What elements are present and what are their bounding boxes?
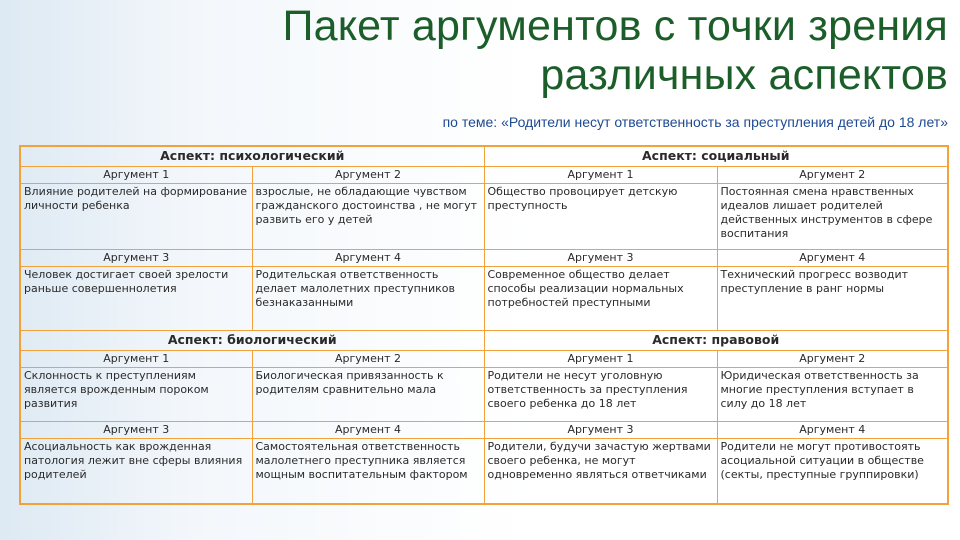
slide-subtitle: по теме: «Родители несут ответственность за преступления детей до 18 лет» bbox=[442, 114, 948, 130]
argument-label: Аргумент 4 bbox=[252, 421, 484, 438]
argument-text: Асоциальность как врожденная патология лежит вне сферы влияния родителей bbox=[20, 438, 252, 504]
argument-label-row bbox=[20, 350, 948, 367]
argument-text: Современное общество делает способы реализации нормальных потребностей преступными bbox=[484, 266, 717, 330]
argument-text-row bbox=[20, 367, 948, 421]
slide-title bbox=[282, 2, 948, 100]
argument-label: Аргумент 2 bbox=[717, 350, 948, 367]
argument-label: Аргумент 1 bbox=[20, 166, 252, 183]
argument-label: Аргумент 1 bbox=[484, 166, 717, 183]
argument-text-row bbox=[20, 266, 948, 330]
argument-text: Постоянная смена нравственных идеалов лишает родителей действенных инструментов в сфере воспитания bbox=[717, 183, 948, 249]
argument-text: Родители не могут противостоять асоциальной ситуации в обществе (секты, преступные группировки) bbox=[717, 438, 948, 504]
argument-label: Аргумент 1 bbox=[484, 350, 717, 367]
argument-label: Аргумент 4 bbox=[717, 249, 948, 266]
argument-text: Влияние родителей на формирование личности ребенка bbox=[20, 183, 252, 249]
slide-title-line-2: различных аспектов bbox=[540, 51, 948, 99]
argument-text: взрослые, не обладающие чувством гражданского достоинства , не могут развить его у детей bbox=[252, 183, 484, 249]
argument-text-row bbox=[20, 438, 948, 504]
argument-label: Аргумент 3 bbox=[20, 249, 252, 266]
aspect-header-legal: Аспект: правовой bbox=[484, 330, 948, 350]
argument-label: Аргумент 2 bbox=[717, 166, 948, 183]
aspect-header-psychological: Аспект: психологический bbox=[20, 146, 484, 166]
argument-label: Аргумент 3 bbox=[484, 249, 717, 266]
slide-title-line-1: Пакет аргументов с точки зрения bbox=[282, 2, 948, 50]
argument-text: Родители не несут уголовную ответственность за преступления своего ребенка до 18 лет bbox=[484, 367, 717, 421]
aspect-header-social: Аспект: социальный bbox=[484, 146, 948, 166]
argument-text: Человек достигает своей зрелости раньше совершеннолетия bbox=[20, 266, 252, 330]
argument-text: Самостоятельная ответственность малолетнего преступника является мощным воспитательным фактором bbox=[252, 438, 484, 504]
argument-text-row bbox=[20, 183, 948, 249]
argument-label: Аргумент 2 bbox=[252, 166, 484, 183]
argument-label: Аргумент 3 bbox=[20, 421, 252, 438]
aspect-header-biological: Аспект: биологический bbox=[20, 330, 484, 350]
argument-label: Аргумент 1 bbox=[20, 350, 252, 367]
argument-label-row bbox=[20, 421, 948, 438]
aspect-header-row bbox=[20, 330, 948, 350]
argument-text: Родительская ответственность делает малолетних преступников безнаказанными bbox=[252, 266, 484, 330]
argument-text: Технический прогресс возводит преступление в ранг нормы bbox=[717, 266, 948, 330]
aspect-header-row bbox=[20, 146, 948, 166]
argument-label-row bbox=[20, 249, 948, 266]
argument-text: Общество провоцирует детскую преступность bbox=[484, 183, 717, 249]
argument-text: Склонность к преступлениям является врожденным пороком развития bbox=[20, 367, 252, 421]
argument-label-row bbox=[20, 166, 948, 183]
arguments-table bbox=[19, 145, 949, 505]
argument-label: Аргумент 4 bbox=[717, 421, 948, 438]
argument-label: Аргумент 2 bbox=[252, 350, 484, 367]
argument-text: Юридическая ответственность за многие преступления вступает в силу до 18 лет bbox=[717, 367, 948, 421]
argument-text: Биологическая привязанность к родителям сравнительно мала bbox=[252, 367, 484, 421]
argument-label: Аргумент 4 bbox=[252, 249, 484, 266]
argument-text: Родители, будучи зачастую жертвами своего ребенка, не могут одновременно являться ответчиками bbox=[484, 438, 717, 504]
argument-label: Аргумент 3 bbox=[484, 421, 717, 438]
